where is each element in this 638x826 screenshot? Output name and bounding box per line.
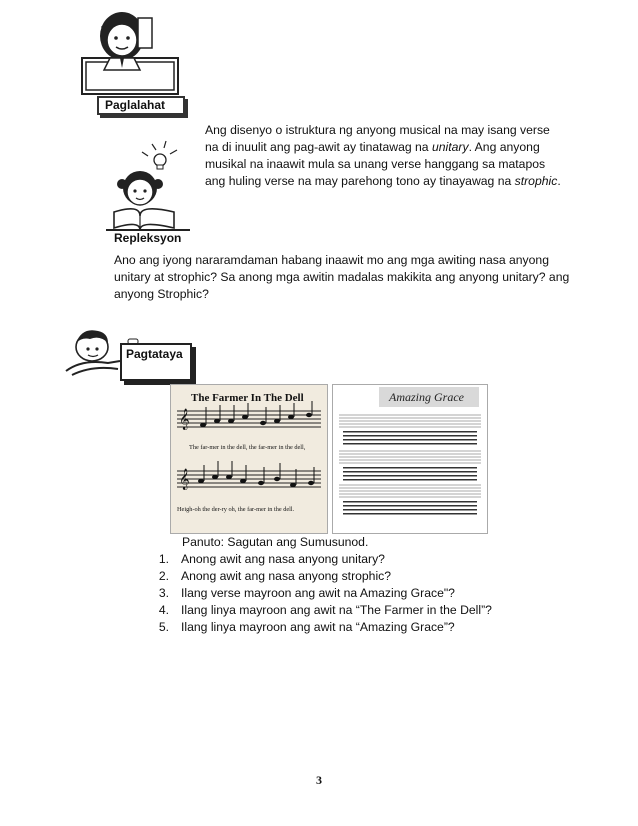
question-item [145, 619, 565, 636]
section-label-repleksyon: Repleksyon [114, 231, 182, 245]
paglalahat-text-part-1: Ang disenyo o istruktura ng anyong musical na may isang verse na di inuulit ang pag-awit ay tinatawag na [205, 123, 550, 154]
girl-laptop-clipart-icon [80, 8, 180, 96]
paglalahat-paragraph [205, 122, 565, 190]
question-text: Anong awit ang nasa anyong strophic? [181, 569, 392, 583]
farmer-in-the-dell-sheet-music-image [170, 384, 328, 534]
repleksyon-paragraph: Ano ang iyong nararamdaman habang inaawit mo ang mga awiting nasa anyong unitary at strophic? Sa anong mga awitin madalas makikita ang anyong unitary? ang anyong Strophic? [114, 253, 570, 301]
farmer-lyric-line-2: Heigh-oh the der-ry oh, the far-mer in the dell. [177, 506, 295, 513]
question-number: 5. [158, 620, 169, 634]
question-item [145, 551, 565, 568]
grace-title: Amazing Grace [389, 390, 464, 404]
question-text: Ilang linya mayroon ang awit na “Amazing Grace”? [181, 620, 455, 634]
farmer-title: The Farmer In The Dell [191, 392, 304, 404]
paglalahat-text-part-3: . [557, 174, 561, 188]
question-item [145, 585, 565, 602]
svg-text:𝄞: 𝄞 [179, 409, 190, 430]
question-number: 4. [158, 603, 169, 617]
question-number: 2. [158, 569, 169, 583]
farmer-lyric-line-1: The far-mer in the dell, the far-mer in the dell, [189, 444, 306, 451]
section-label-paglalahat: Paglalahat [97, 96, 185, 115]
question-text: Anong awit ang nasa anyong unitary? [181, 552, 385, 566]
question-number: 1. [158, 552, 169, 566]
term-strophic: strophic [514, 174, 558, 188]
term-unitary: unitary [431, 140, 469, 154]
question-text: Ilang linya mayroon ang awit na “The Farmer in the Dell”? [181, 603, 492, 617]
paglalahat-text-part-2: . Ang anyong musikal na inaawit mula sa unang verse hanggang sa matapos ang huling verse na may parehong tono ay tinayawag na [205, 140, 546, 188]
girl-reading-clipart-icon [100, 140, 200, 232]
amazing-grace-sheet-music-image [332, 384, 488, 534]
question-item [145, 602, 565, 619]
question-item [145, 568, 565, 585]
question-number: 3. [158, 586, 169, 600]
instructions-heading: Panuto: Sagutan ang Sumusunod. [182, 535, 369, 549]
page-number: 3 [316, 773, 322, 787]
question-text: Ilang verse mayroon ang awit na Amazing Grace"? [181, 586, 455, 600]
question-list [145, 551, 565, 636]
section-label-pagtataya: Pagtataya [120, 343, 192, 381]
svg-text:𝄞: 𝄞 [179, 469, 190, 490]
